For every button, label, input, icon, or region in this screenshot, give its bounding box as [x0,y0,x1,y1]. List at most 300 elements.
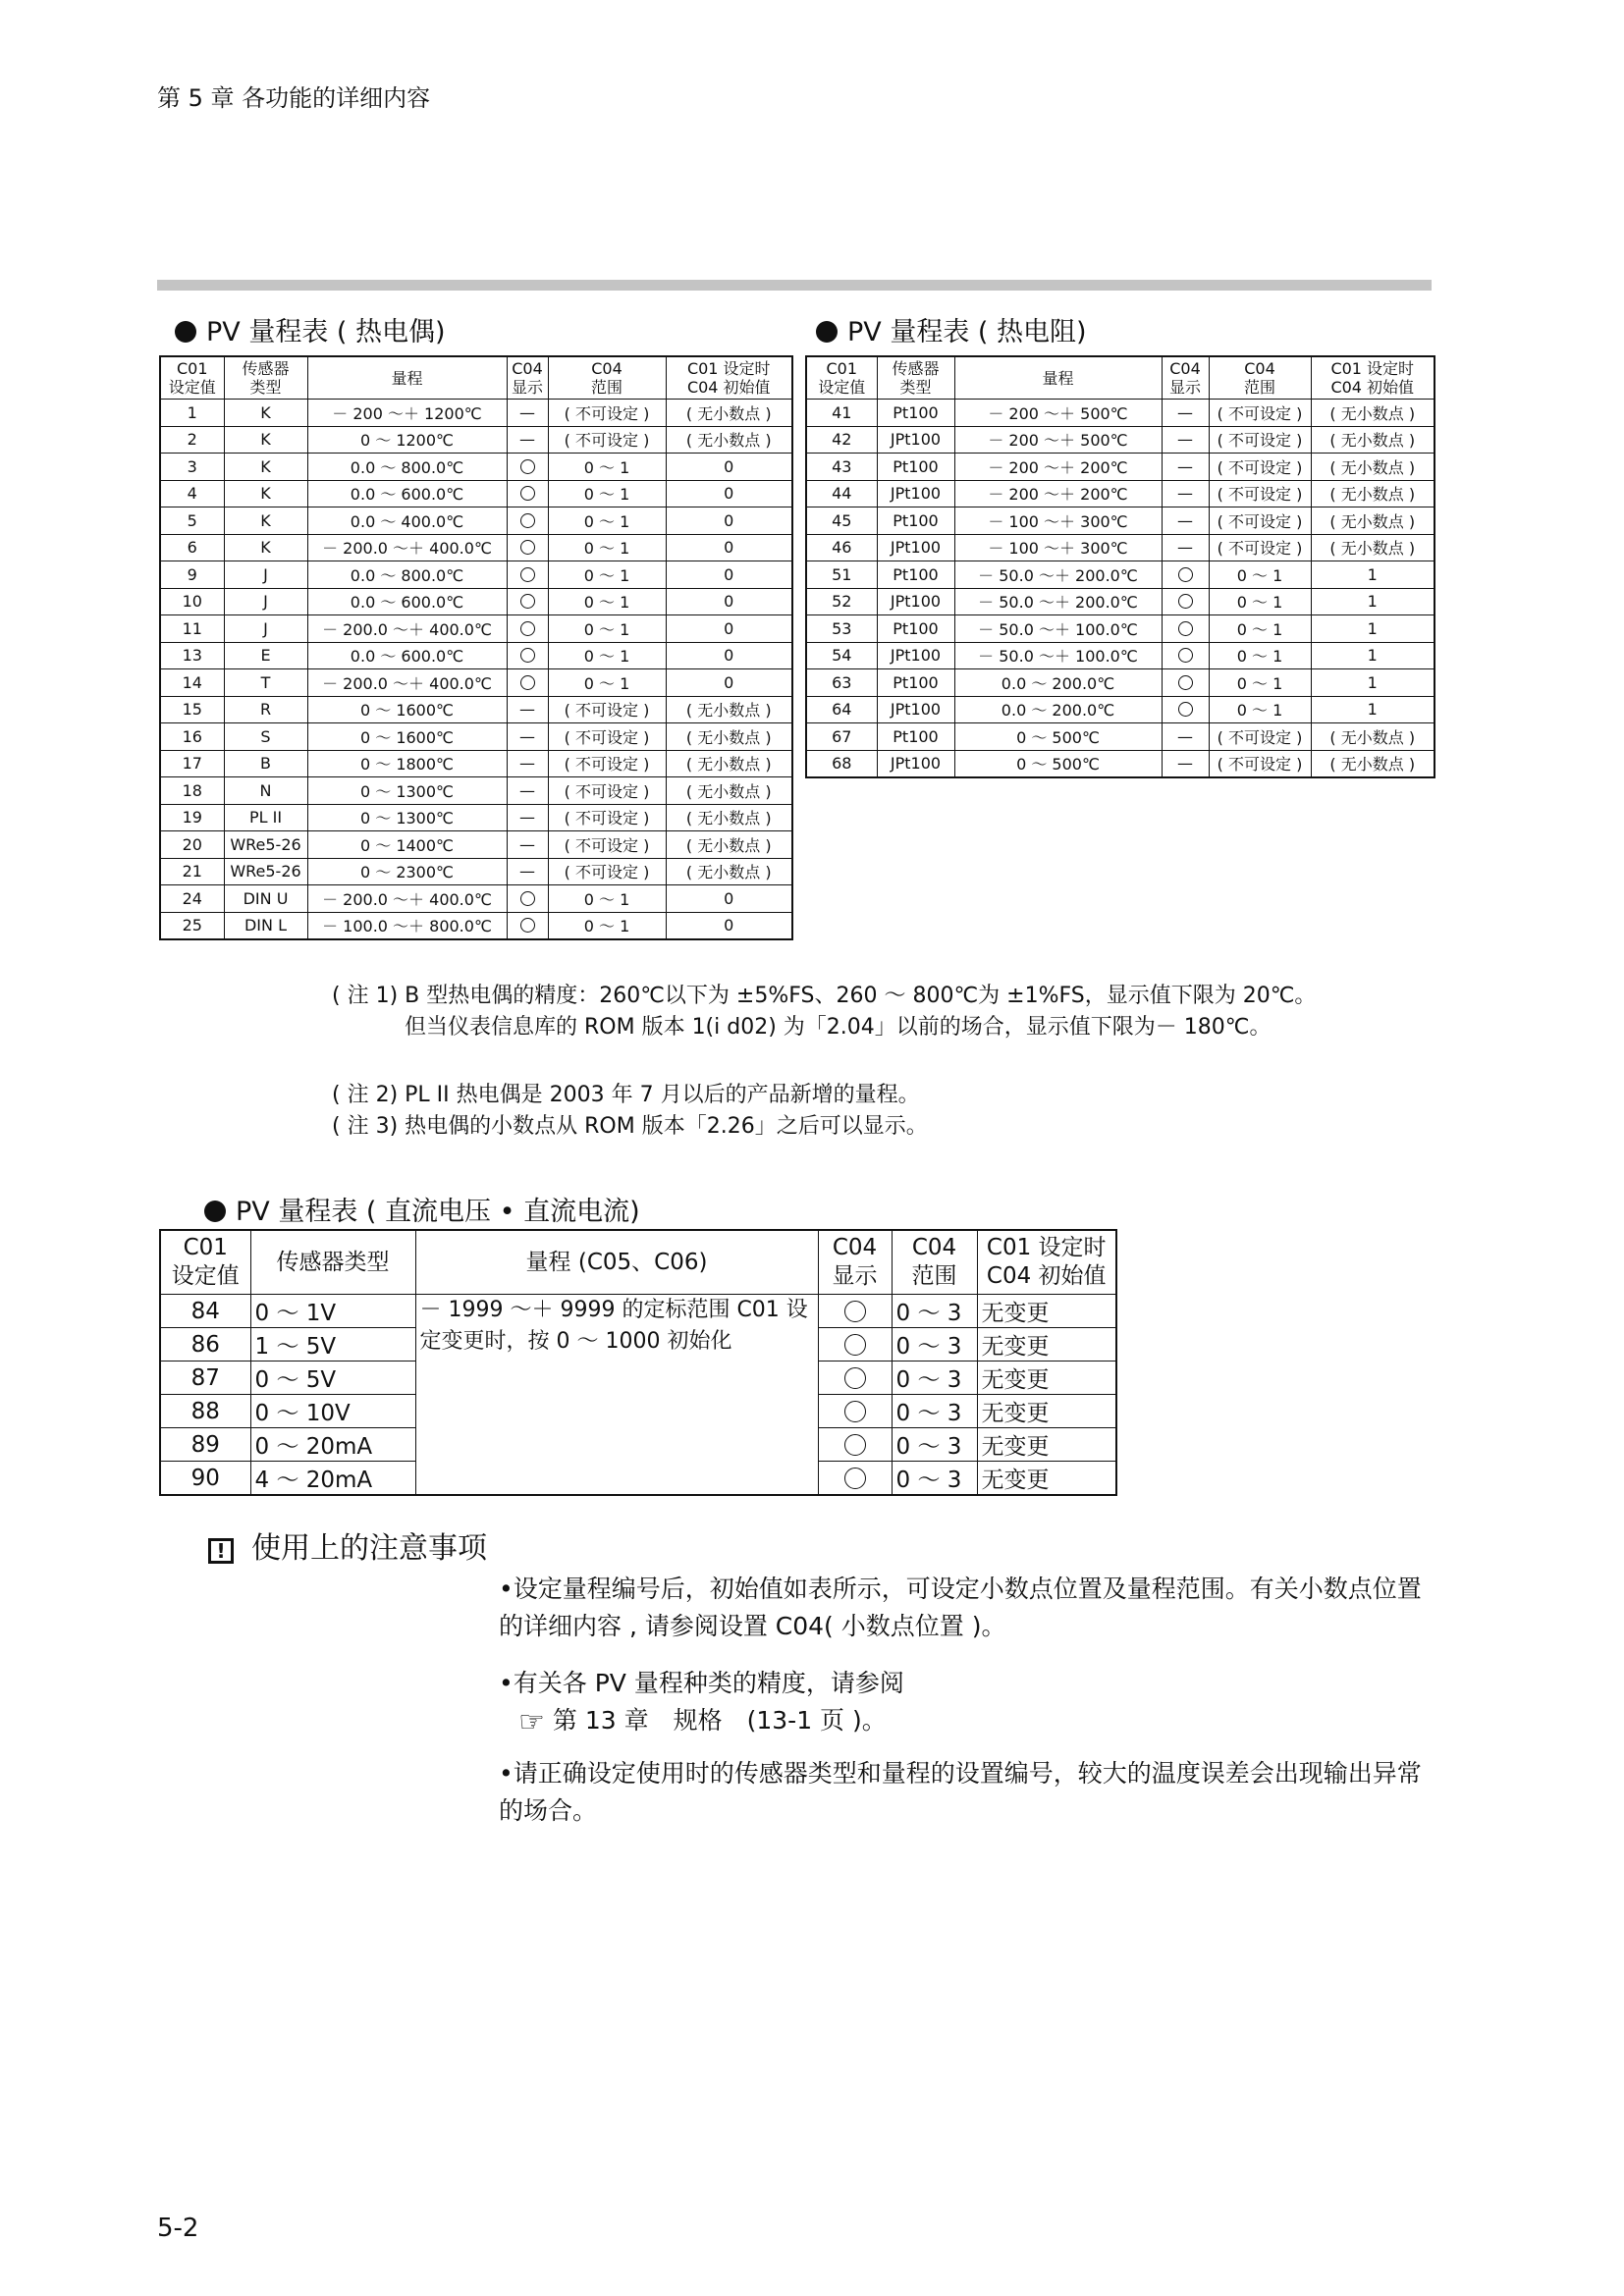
table-cell: ( 无小数点 ) [666,723,792,751]
table-cell: 41 [806,400,877,427]
column-header [1209,356,1311,400]
table-row [806,723,1435,751]
column-header [224,356,307,400]
circle-mark [1163,589,1209,615]
note-1-line-2: 但当仪表信息库的 ROM 版本 1(i d02) 为「2.04」以前的场合，显示值下限为－ 180℃。 [405,1015,1272,1040]
table-cell: 0 ～ 1 [1209,615,1311,643]
table-cell: 0.0 ～ 600.0℃ [307,480,507,507]
table-cell: － 200.0 ～＋ 400.0℃ [307,615,507,643]
column-header-line: 类型 [899,378,932,397]
table-cell: － 200.0 ～＋ 400.0℃ [307,885,507,913]
table-cell: 0 ～ 3 [892,1328,977,1362]
table-cell: ( 无小数点 ) [666,400,792,427]
table-cell [507,723,548,751]
bullet-icon [816,321,838,343]
column-header [307,356,507,400]
dash-mark: — [519,808,535,828]
caution-title: ! 使用上的注意事项 [208,1523,487,1567]
table-cell: 0 [666,912,792,939]
table-cell [1162,750,1209,777]
table-cell: 0 [666,588,792,615]
dash-mark: — [519,862,535,881]
table-cell: 0 ～ 1 [548,588,666,615]
dash-mark: — [1177,538,1193,558]
table-cell [507,777,548,805]
dash-mark: — [519,700,535,720]
range-cell: － 1999 ～＋ 9999 的定标范围 C01 设定变更时，按 0 ～ 1000 初始化 [415,1295,818,1496]
table-cell: ( 不可设定 ) [1209,750,1311,777]
table-cell: 1 [160,400,224,427]
circle-mark [1163,561,1209,588]
table-cell: ( 不可设定 ) [548,696,666,723]
column-header-line: C01 [826,359,858,378]
circle-icon [520,891,535,906]
table-row [160,885,792,913]
dash-mark: — [1177,754,1193,774]
table-cell [1162,480,1209,507]
table-cell: JPt100 [877,642,954,669]
dash-mark: — [519,834,535,854]
table-cell: ( 无小数点 ) [666,426,792,454]
circle-icon [520,648,535,663]
table-cell: 1 [1311,669,1435,697]
column-header-line: 传感器 [892,359,940,378]
table-row [160,1295,1116,1328]
table-cell [1162,615,1209,643]
section-divider [157,280,1432,291]
table-cell: ( 不可设定 ) [548,400,666,427]
column-header-line: 范围 [911,1263,957,1289]
table-cell [1162,561,1209,589]
table-cell: 15 [160,696,224,723]
table-cell: Pt100 [877,723,954,751]
table-row [160,669,792,697]
table-cell: － 200.0 ～＋ 400.0℃ [307,534,507,561]
table-cell: 0 [666,507,792,535]
table-cell [1162,696,1209,723]
table-cell [507,426,548,454]
table-cell: 0 ～ 1300℃ [307,804,507,831]
table-cell: DIN U [224,885,307,913]
table-cell: 54 [806,642,877,669]
table-cell: － 50.0 ～＋ 100.0℃ [954,642,1162,669]
table-cell: 21 [160,858,224,885]
table-cell: 0 [666,669,792,697]
circle-mark [1163,643,1209,669]
circle-icon [520,513,535,528]
dc-range-table [159,1229,1117,1496]
table-cell: 0 ～ 1 [1209,561,1311,589]
table-cell: 1 [1311,561,1435,589]
table-cell [818,1295,892,1328]
dash-mark: — [1177,726,1193,746]
circle-mark [819,1362,892,1394]
column-header-line: 传感器类型 [276,1249,390,1275]
table-row [160,615,792,643]
table-cell: JPt100 [877,750,954,777]
table-cell: 0 ～ 1800℃ [307,750,507,777]
table-cell: ( 不可设定 ) [548,723,666,751]
dash-mark: — [1177,484,1193,504]
table-cell [507,831,548,859]
table-row [160,831,792,859]
table-row [160,750,792,777]
table-cell: E [224,642,307,669]
table-cell [1162,642,1209,669]
table-cell [507,804,548,831]
table-row [806,750,1435,777]
circle-mark [508,615,548,642]
column-header-line: 量程 [391,368,423,388]
table-cell: 4 ～ 20mA [250,1462,415,1496]
column-header-line: 类型 [249,378,282,397]
table-row [160,696,792,723]
table-cell: 0 ～ 1 [1209,642,1311,669]
table-row [806,588,1435,615]
table-cell [1162,426,1209,454]
table-cell: ( 无小数点 ) [1311,400,1435,427]
column-header [877,356,954,400]
dash-mark: — [1177,456,1193,476]
column-header-line: C04 初始值 [986,1263,1107,1289]
thermocouple-range-table [159,355,793,940]
table-cell: 0 ～ 3 [892,1428,977,1462]
table-cell: ( 不可设定 ) [1209,426,1311,454]
column-header-line: 量程 [1042,368,1074,388]
table-cell: 86 [160,1328,250,1362]
dash-mark: — [519,780,535,800]
circle-icon [1178,675,1193,690]
column-header-line: C04 [1169,359,1201,378]
column-header-line: C01 [183,1235,228,1260]
caution-item-1: •设定量程编号后，初始值如表所示，可设定小数点位置及量程范围。有关小数点位置的详细内容 , 请参阅设置 C04( 小数点位置 )。 [499,1575,1422,1640]
circle-icon [520,918,535,933]
column-header [892,1230,977,1295]
table-row [160,777,792,805]
table-cell: 14 [160,669,224,697]
circle-mark [1163,615,1209,642]
column-header-line: C01 [176,359,208,378]
table-cell: JPt100 [877,534,954,561]
table-cell: 51 [806,561,877,589]
table-cell: JPt100 [877,588,954,615]
circle-icon [844,1334,866,1356]
table-cell: JPt100 [877,426,954,454]
table-row [806,642,1435,669]
table-row [806,426,1435,454]
table-cell: 3 [160,454,224,481]
table-cell: 1 [1311,642,1435,669]
table-cell: ( 无小数点 ) [666,750,792,777]
table-cell: 0 ～ 3 [892,1462,977,1496]
table-row [806,480,1435,507]
pointing-hand-icon: ☞ [518,1705,545,1739]
table-cell: 5 [160,507,224,535]
circle-icon [844,1468,866,1489]
column-header [507,356,548,400]
table-cell: 90 [160,1462,250,1496]
circle-mark [819,1295,892,1327]
table-cell: N [224,777,307,805]
dash-mark: — [519,754,535,774]
rtd-range-table [805,355,1435,778]
table-cell: 0 ～ 1 [548,642,666,669]
circle-mark [508,913,548,939]
table-cell: ( 不可设定 ) [1209,400,1311,427]
table-cell: 0.0 ～ 800.0℃ [307,454,507,481]
dash-mark: — [519,430,535,450]
dash-mark: — [1177,510,1193,530]
table-cell: R [224,696,307,723]
table-cell: － 50.0 ～＋ 100.0℃ [954,615,1162,643]
table-cell: － 200 ～＋ 1200℃ [307,400,507,427]
bullet-icon [175,321,196,343]
table-cell: 87 [160,1362,250,1395]
column-header-line: C04 [512,359,543,378]
table-cell: 0 [666,642,792,669]
table-cell [1162,507,1209,535]
column-header [954,356,1162,400]
table-cell [507,858,548,885]
table-cell: ( 不可设定 ) [548,858,666,885]
table-row [160,534,792,561]
circle-mark [508,643,548,669]
table-row [160,507,792,535]
table-cell: 0 ～ 1 [548,912,666,939]
table-cell: ( 无小数点 ) [666,858,792,885]
circle-mark [508,507,548,534]
table-cell: 0 ～ 1 [548,454,666,481]
table-cell: 68 [806,750,877,777]
table-header-row [160,356,792,400]
caution-item-2: •有关各 PV 量程种类的精度，请参阅 [499,1669,904,1697]
table-cell: － 100 ～＋ 300℃ [954,534,1162,561]
table-row [160,804,792,831]
table-cell [507,454,548,481]
column-header [548,356,666,400]
table-cell [507,885,548,913]
circle-icon [520,486,535,501]
table-cell: 43 [806,454,877,481]
column-header-line: 传感器 [242,359,290,378]
table-row [160,858,792,885]
table-cell: 0.0 ～ 600.0℃ [307,588,507,615]
table-cell: 18 [160,777,224,805]
table-cell: 0 ～ 1600℃ [307,723,507,751]
table-cell: 1 [1311,588,1435,615]
table-cell [818,1362,892,1395]
table-cell: － 100.0 ～＋ 800.0℃ [307,912,507,939]
table-cell: ( 不可设定 ) [548,831,666,859]
table-row [160,480,792,507]
table-cell [1162,723,1209,751]
table-cell: K [224,480,307,507]
column-header-line: C04 [832,1235,878,1260]
table-cell: 24 [160,885,224,913]
column-header [1162,356,1209,400]
table-cell: 45 [806,507,877,535]
circle-icon [844,1434,866,1456]
table-cell: 0.0 ～ 600.0℃ [307,642,507,669]
circle-icon [520,459,535,474]
table-cell: Pt100 [877,454,954,481]
note-2: ( 注 2) PL II 热电偶是 2003 年 7 月以后的产品新增的量程。 [332,1083,920,1107]
column-header-line: C01 设定时 [986,1235,1107,1260]
circle-icon [520,675,535,690]
table-cell: 1 [1311,615,1435,643]
table-cell: 19 [160,804,224,831]
circle-mark [508,885,548,912]
table-cell: 无变更 [977,1462,1116,1496]
table-cell: 0.0 ～ 200.0℃ [954,696,1162,723]
table-cell [507,507,548,535]
table-cell: 0 ～ 1600℃ [307,696,507,723]
table-cell: 46 [806,534,877,561]
table-cell: ( 不可设定 ) [1209,723,1311,751]
table-cell: 67 [806,723,877,751]
table-cell: 20 [160,831,224,859]
circle-icon [1178,702,1193,717]
column-header-line: C04 初始值 [686,378,771,397]
table-cell: 0 ～ 1 [548,561,666,589]
table-cell [507,534,548,561]
table-cell: 0 ～ 500℃ [954,750,1162,777]
circle-icon [1178,594,1193,609]
table-cell: 0 ～ 1 [1209,696,1311,723]
table-cell: － 200 ～＋ 500℃ [954,400,1162,427]
table-cell [507,615,548,643]
table-cell: 0 ～ 1 [548,885,666,913]
table-cell: Pt100 [877,561,954,589]
table-row [160,588,792,615]
table-cell [507,750,548,777]
table-cell [507,642,548,669]
table-cell: 25 [160,912,224,939]
circle-icon [1178,621,1193,636]
table-cell: 0 ～ 5V [250,1362,415,1395]
table-cell [507,400,548,427]
table-cell: 0 ～ 10V [250,1395,415,1428]
table-cell: ( 不可设定 ) [1209,534,1311,561]
table-cell: 6 [160,534,224,561]
table-cell: ( 不可设定 ) [548,426,666,454]
table-cell: J [224,561,307,589]
table-cell [507,561,548,589]
table-cell: － 200 ～＋ 500℃ [954,426,1162,454]
column-header-line: C01 设定时 [686,359,771,378]
table-cell: － 100 ～＋ 300℃ [954,507,1162,535]
table-cell: － 200 ～＋ 200℃ [954,454,1162,481]
table-cell: 0 ～ 3 [892,1362,977,1395]
table-cell: 84 [160,1295,250,1328]
table-cell [1162,669,1209,697]
table-cell: K [224,534,307,561]
table-cell: ( 无小数点 ) [1311,534,1435,561]
table-cell: 0 ～ 3 [892,1395,977,1428]
note-3: ( 注 3) 热电偶的小数点从 ROM 版本「2.26」之后可以显示。 [332,1114,928,1139]
column-header-line: C04 [911,1235,957,1260]
table-cell [1162,534,1209,561]
table-cell: － 50.0 ～＋ 200.0℃ [954,561,1162,589]
column-header [415,1230,818,1295]
table-cell: J [224,588,307,615]
table-cell: ( 不可设定 ) [1209,454,1311,481]
exclamation-icon: ! [208,1538,234,1564]
table-cell: 0 ～ 1 [548,615,666,643]
table-cell: 0.0 ～ 200.0℃ [954,669,1162,697]
table-cell: ( 无小数点 ) [1311,480,1435,507]
table-cell: 0 ～ 1200℃ [307,426,507,454]
circle-mark [508,535,548,561]
table-cell: 89 [160,1428,250,1462]
column-header-line: 设定值 [171,1263,240,1289]
column-header-line: C04 初始值 [1330,378,1415,397]
circle-mark [508,454,548,480]
table-row [160,642,792,669]
table-cell: 0 ～ 2300℃ [307,858,507,885]
table-cell [1162,588,1209,615]
rtd-table-title: PV 量程表 ( 热电阻) [816,310,1087,348]
table-cell: 42 [806,426,877,454]
table-cell: 64 [806,696,877,723]
table-cell: 无变更 [977,1428,1116,1462]
table-cell: WRe5-26 [224,831,307,859]
table-cell: K [224,426,307,454]
table-cell: ( 不可设定 ) [548,804,666,831]
table-row [806,669,1435,697]
column-header-line: 范围 [590,378,623,397]
table-cell: 0 [666,454,792,481]
table-row [806,534,1435,561]
table-cell: 0.0 ～ 800.0℃ [307,561,507,589]
table-cell: 10 [160,588,224,615]
table-row [160,561,792,589]
table-cell: ( 无小数点 ) [1311,507,1435,535]
column-header-line: C01 设定时 [1330,359,1415,378]
table-cell: ( 无小数点 ) [1311,750,1435,777]
table-cell: ( 不可设定 ) [1209,480,1311,507]
circle-icon [520,567,535,582]
table-row [160,400,792,427]
circle-mark [508,589,548,615]
column-header-line: 显示 [832,1263,878,1289]
circle-mark [819,1462,892,1494]
circle-icon [520,594,535,609]
table-cell: 0 ～ 20mA [250,1428,415,1462]
bullet-icon [204,1201,226,1222]
table-cell: S [224,723,307,751]
table-cell [818,1462,892,1496]
table-cell: JPt100 [877,696,954,723]
table-row [160,454,792,481]
table-cell: 13 [160,642,224,669]
table-cell: 0 ～ 1400℃ [307,831,507,859]
page-number: 5-2 [157,2214,199,2243]
table-cell: T [224,669,307,697]
table-cell: JPt100 [877,480,954,507]
caution-reference-link[interactable]: ☞ 第 13 章 规格 (13-1 页 )。 [518,1705,887,1739]
table-cell: Pt100 [877,400,954,427]
table-cell: ( 无小数点 ) [666,777,792,805]
table-cell: J [224,615,307,643]
column-header [160,356,224,400]
column-header-line: 显示 [511,378,543,397]
table-cell: 0 ～ 1 [1209,588,1311,615]
table-cell: 0 [666,561,792,589]
table-header-row [160,1230,1116,1295]
circle-mark [508,561,548,588]
table-cell: 4 [160,480,224,507]
